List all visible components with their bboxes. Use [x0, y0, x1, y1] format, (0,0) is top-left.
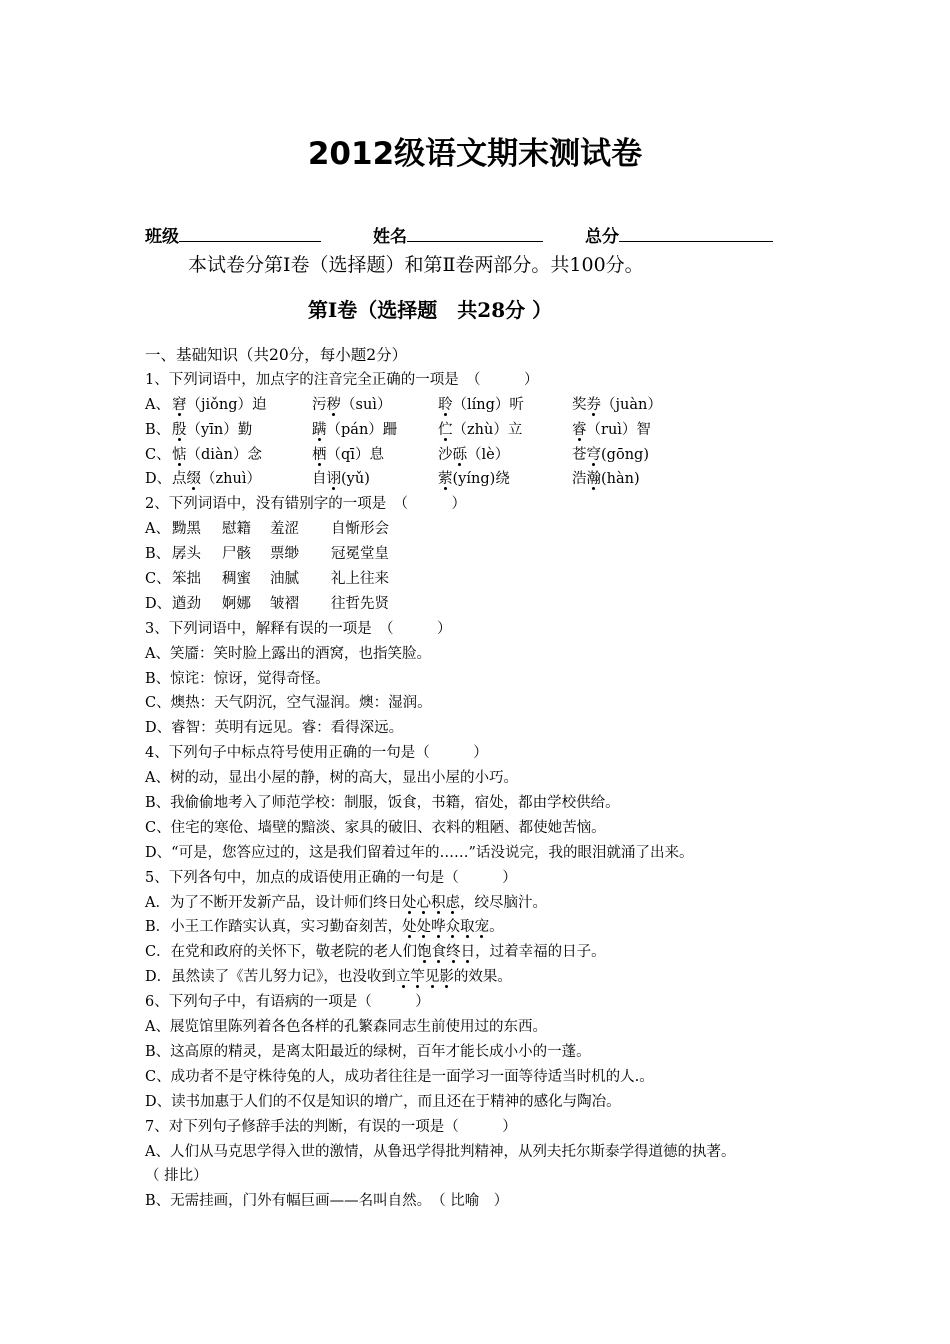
- option-cell: 慰籍: [222, 521, 251, 538]
- class-field: [145, 222, 321, 247]
- q3-option-d: D、睿智：英明有远见。睿：看得深远。: [145, 720, 404, 737]
- q3-stem: 3、下列词语中，解释有误的一项是 （ ）: [145, 620, 452, 637]
- q5-a-pre: A．为了不断开发新产品，设计师们终日: [145, 894, 402, 911]
- option-cell: D、: [145, 595, 172, 612]
- section-heading: 一、基础知识（共20分，每小题2分）: [145, 346, 408, 364]
- q1-option-d: [145, 467, 825, 492]
- q2-option-d: [145, 592, 825, 617]
- score-field: [585, 222, 773, 247]
- question-list: [145, 343, 825, 1214]
- q1-option-c: [145, 443, 825, 468]
- q5-b-dotted-idiom: 处处哗众取宠: [402, 919, 490, 936]
- q1-option-b: [145, 418, 825, 443]
- option-cell: 苍穹(gōng): [572, 446, 650, 463]
- q5-d-pre: D．虽然读了《苦儿努力记》，也没收到: [145, 969, 396, 986]
- q5-option-c: [145, 940, 825, 965]
- q4-option-b: B、我偷偷地考入了师范学校：制服，饭食，书籍，宿处，都由学校供给。: [145, 795, 620, 812]
- option-cell: 点缀（zhuì）: [172, 471, 261, 488]
- option-cell: 婀娜: [222, 595, 251, 612]
- q5-c-dotted-idiom: 饱食终日: [417, 944, 476, 961]
- q5-c-pre: C．在党和政府的关怀下，敬老院的老人们: [145, 944, 418, 961]
- score-label: 总分: [585, 227, 619, 247]
- q6-stem: 6、下列句子中，有语病的一项是（ ）: [145, 994, 430, 1011]
- score-blank[interactable]: [619, 223, 773, 242]
- exam-intro: 本试卷分第Ⅰ卷（选择题）和第Ⅱ卷两部分。共100分。: [188, 254, 644, 276]
- name-label: 姓名: [373, 227, 407, 247]
- q6-option-d: D、读书加惠于人们的不仅是知识的增广，而且还在于精神的感化与陶冶。: [145, 1093, 621, 1110]
- option-cell: 自惭形会: [331, 521, 389, 538]
- name-field: [373, 222, 543, 247]
- q2-stem: 2、下列词语中，没有错别字的一项是 （ ）: [145, 496, 466, 513]
- page-title: 2012级语文期末测试卷: [307, 136, 643, 172]
- option-cell: 票缈: [270, 546, 299, 563]
- option-cell: 遒劲: [172, 595, 201, 612]
- option-cell: B、: [145, 546, 171, 563]
- option-cell: 奖券（juàn）: [572, 396, 662, 413]
- option-cell: 孱头: [172, 546, 201, 563]
- option-cell: B、: [145, 421, 171, 438]
- q3-option-a: A、笑靥：笑时脸上露出的酒窝，也指笑脸。: [145, 645, 431, 662]
- q5-option-a: [145, 891, 825, 916]
- q3-option-c: C、燠热：天气阴沉，空气湿润。燠：湿润。: [145, 695, 432, 712]
- option-cell: 殷（yīn）勤: [172, 421, 253, 438]
- option-cell: 惦（diàn）念: [172, 446, 262, 463]
- option-cell: 油腻: [270, 571, 299, 588]
- q5-stem: 5、下列各句中，加点的成语使用正确的一句是（ ）: [145, 869, 517, 886]
- option-cell: 皱褶: [270, 595, 299, 612]
- option-cell: 伫（zhù）立: [438, 421, 523, 438]
- q5-b-post: 。: [489, 919, 504, 936]
- q6-option-c: C、成功者不是守株待兔的人，成功者往往是一面学习一面等待适当时机的人.。: [145, 1068, 654, 1085]
- option-cell: 笨拙: [172, 571, 201, 588]
- option-cell: 睿（ruì）智: [572, 421, 651, 438]
- q6-option-b: B、这高原的精灵，是离太阳最近的绿树，百年才能长成小小的一蓬。: [145, 1043, 591, 1060]
- option-cell: 栖（qī）息: [312, 446, 384, 463]
- student-info-row: [145, 222, 785, 250]
- q5-option-b: [145, 915, 825, 940]
- q5-option-d: [145, 965, 825, 990]
- q7-stem: 7、对下列句子修辞手法的判断，有误的一项是（ ）: [145, 1118, 517, 1135]
- option-cell: 尸骸: [222, 546, 251, 563]
- q5-b-pre: B．小王工作踏实认真，实习勤奋刻苦，: [145, 919, 403, 936]
- q7-option-b: B、无需挂画，门外有幅巨画——名叫自然。 （ 比喻 ）: [145, 1193, 509, 1210]
- class-blank[interactable]: [179, 223, 321, 242]
- q6-option-a: A、展览馆里陈列着各色各样的孔繁森同志生前使用过的东西。: [145, 1019, 547, 1036]
- option-cell: 污秽（suì）: [312, 396, 392, 413]
- option-cell: A、: [145, 521, 170, 538]
- q2-option-c: [145, 567, 825, 592]
- q4-option-d: D、“可是，您答应过的，这是我们留着过年的……”话没说完，我的眼泪就涌了出来。: [145, 844, 694, 861]
- q5-a-dotted-idiom: 处心积虑: [401, 894, 460, 911]
- q2-option-b: [145, 542, 825, 567]
- q4-option-c: C、住宅的寒伧、墙壁的黯淡、家具的破旧、衣料的粗陋、都使她苦恼。: [145, 819, 606, 836]
- part1-heading: 第Ⅰ卷（选择题 共28分 ）: [307, 298, 553, 322]
- q3-option-b: B、惊诧：惊讶，觉得奇怪。: [145, 670, 330, 687]
- option-cell: 窘（jiǒng）迫: [172, 396, 267, 413]
- q1-stem: 1、下列词语中，加点字的注音完全正确的一项是 （ ）: [145, 371, 539, 388]
- option-cell: 黝黑: [172, 521, 201, 538]
- q4-stem: 4、下列句子中标点符号使用正确的一句是（ ）: [145, 745, 488, 762]
- option-cell: 萦(yíng)绕: [438, 471, 510, 488]
- option-cell: 自诩(yǔ): [312, 471, 370, 488]
- q4-option-a: A、树的动，显出小屋的静，树的高大，显出小屋的小巧。: [145, 770, 518, 787]
- q2-option-a: [145, 517, 825, 542]
- q5-d-dotted-idiom: 立竿见影: [395, 969, 454, 986]
- name-blank[interactable]: [407, 223, 543, 242]
- q5-d-post: 的效果。: [453, 969, 512, 986]
- option-cell: 往哲先贤: [331, 595, 389, 612]
- option-cell: 羞涩: [270, 521, 299, 538]
- option-cell: 蹒（pán）跚: [312, 421, 398, 438]
- class-label: 班级: [145, 227, 179, 247]
- option-cell: A、: [145, 396, 170, 413]
- option-cell: C、: [145, 571, 171, 588]
- option-cell: C、: [145, 446, 171, 463]
- option-cell: 礼上往来: [331, 571, 389, 588]
- option-cell: D、: [145, 471, 172, 488]
- q5-a-post: ，绞尽脑汁。: [459, 894, 547, 911]
- q1-option-a: [145, 393, 825, 418]
- option-cell: 浩瀚(hàn): [572, 471, 640, 488]
- q5-c-post: ，过着幸福的日子。: [475, 944, 606, 961]
- option-cell: 稠蜜: [222, 571, 251, 588]
- option-cell: 沙砾（lè）: [438, 446, 510, 463]
- option-cell: 聆（líng）听: [438, 396, 524, 413]
- option-cell: 冠冕堂皇: [331, 546, 389, 563]
- q7-option-a-note: （ 排比）: [145, 1168, 208, 1185]
- q7-option-a: A、人们从马克思学得入世的激情，从鲁迅学得批判精神，从列夫托尔斯泰学得道德的执著。: [145, 1143, 736, 1160]
